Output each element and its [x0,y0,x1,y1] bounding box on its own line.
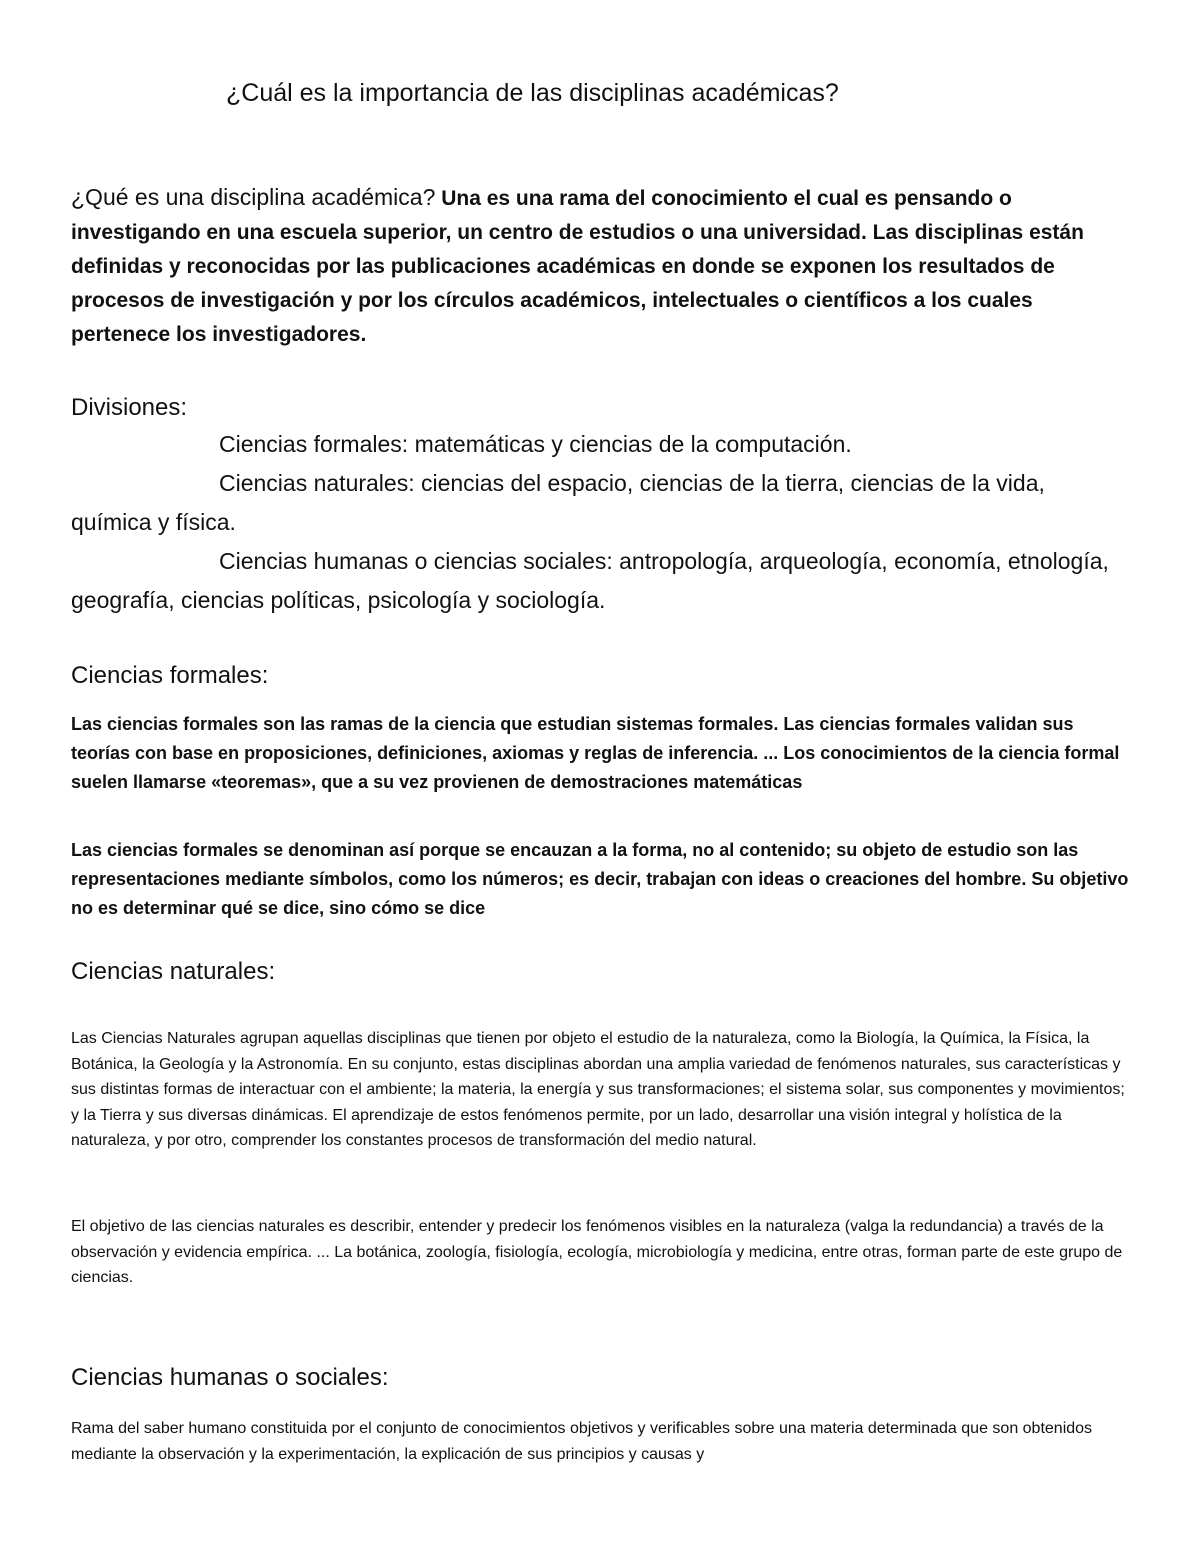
document-title: ¿Cuál es la importancia de las disciplinas académicas? [226,79,839,107]
division-item: Ciencias formales: matemáticas y ciencias de la computación. [219,431,852,457]
divisions-heading: Divisiones: [71,394,188,421]
formales-paragraph-2: Las ciencias formales se denominan así porque se encauzan a la forma, no al contenido; su objeto de estudio son las representaciones mediante símbolos, como los números; es decir, trabajan con ideas o creaciones del hombre. Su objetivo no es determinar qué se dice, sino cómo se dice [71,840,1129,918]
division-item: Ciencias humanas o ciencias sociales: antropología, arqueología, economía, etnología, geografía, ciencias políticas, psicología y sociología. [71,548,1109,613]
naturales-heading: Ciencias naturales: [71,958,276,985]
naturales-paragraph-1: Las Ciencias Naturales agrupan aquellas disciplinas que tienen por objeto el estudio de la naturaleza, como la Biología, la Química, la Física, la Botánica, la Geología y la Astronomía. En su conjunto, estas disciplinas abordan una amplia variedad de fenómenos naturales, sus características y sus distintas formas de interactuar con el ambiente; la materia, la energía y sus transformaciones; el sistema solar, sus componentes y movimientos; y la Tierra y sus diversas dinámicas. El aprendizaje de estos fenómenos permite, por un lado, desarrollar una visión integral y holística de la naturaleza, y por otro, comprender los constantes procesos de transformación del medio natural. [71,1030,1125,1149]
formales-paragraph-1: Las ciencias formales son las ramas de la ciencia que estudian sistemas formales. Las ciencias formales validan sus teorías con base en proposiciones, definiciones, axiomas y reglas de inferencia. ... Los conocimientos de la ciencia formal suelen llamarse «teoremas», que a su vez provienen de demostraciones matemáticas [71,714,1120,792]
intro-answer: Una es una rama del conocimiento el cual es pensando o investigando en una escuela superior, un centro de estudios o una universidad. Las disciplinas están definidas y reconocidas por las publicaciones académicas en donde se exponen los resultados de procesos de investigación y por los círculos académicos, intelectuales o científicos a los cuales pertenece los investigadores. [71,187,1084,346]
intro-paragraph [71,180,1131,352]
naturales-paragraph-2: El objetivo de las ciencias naturales es describir, entender y predecir los fenómenos visibles en la naturaleza (valga la redundancia) a través de la observación y evidencia empírica. ... La botánica, zoología, fisiología, ecología, microbiología y medicina, entre otras, forman parte de este grupo de ciencias. [71,1218,1123,1286]
division-item: Ciencias naturales: ciencias del espacio, ciencias de la tierra, ciencias de la vida, química y física. [71,470,1045,535]
intro-question: ¿Qué es una disciplina académica? [71,184,436,210]
humanas-paragraph-1: Rama del saber humano constituida por el conjunto de conocimientos objetivos y verificables sobre una materia determinada que son obtenidos mediante la observación y la experimentación, la explicación de sus principios y causas y [71,1420,1093,1463]
divisions-list [71,425,1131,620]
formales-heading: Ciencias formales: [71,662,269,689]
humanas-heading: Ciencias humanas o sociales: [71,1364,389,1391]
